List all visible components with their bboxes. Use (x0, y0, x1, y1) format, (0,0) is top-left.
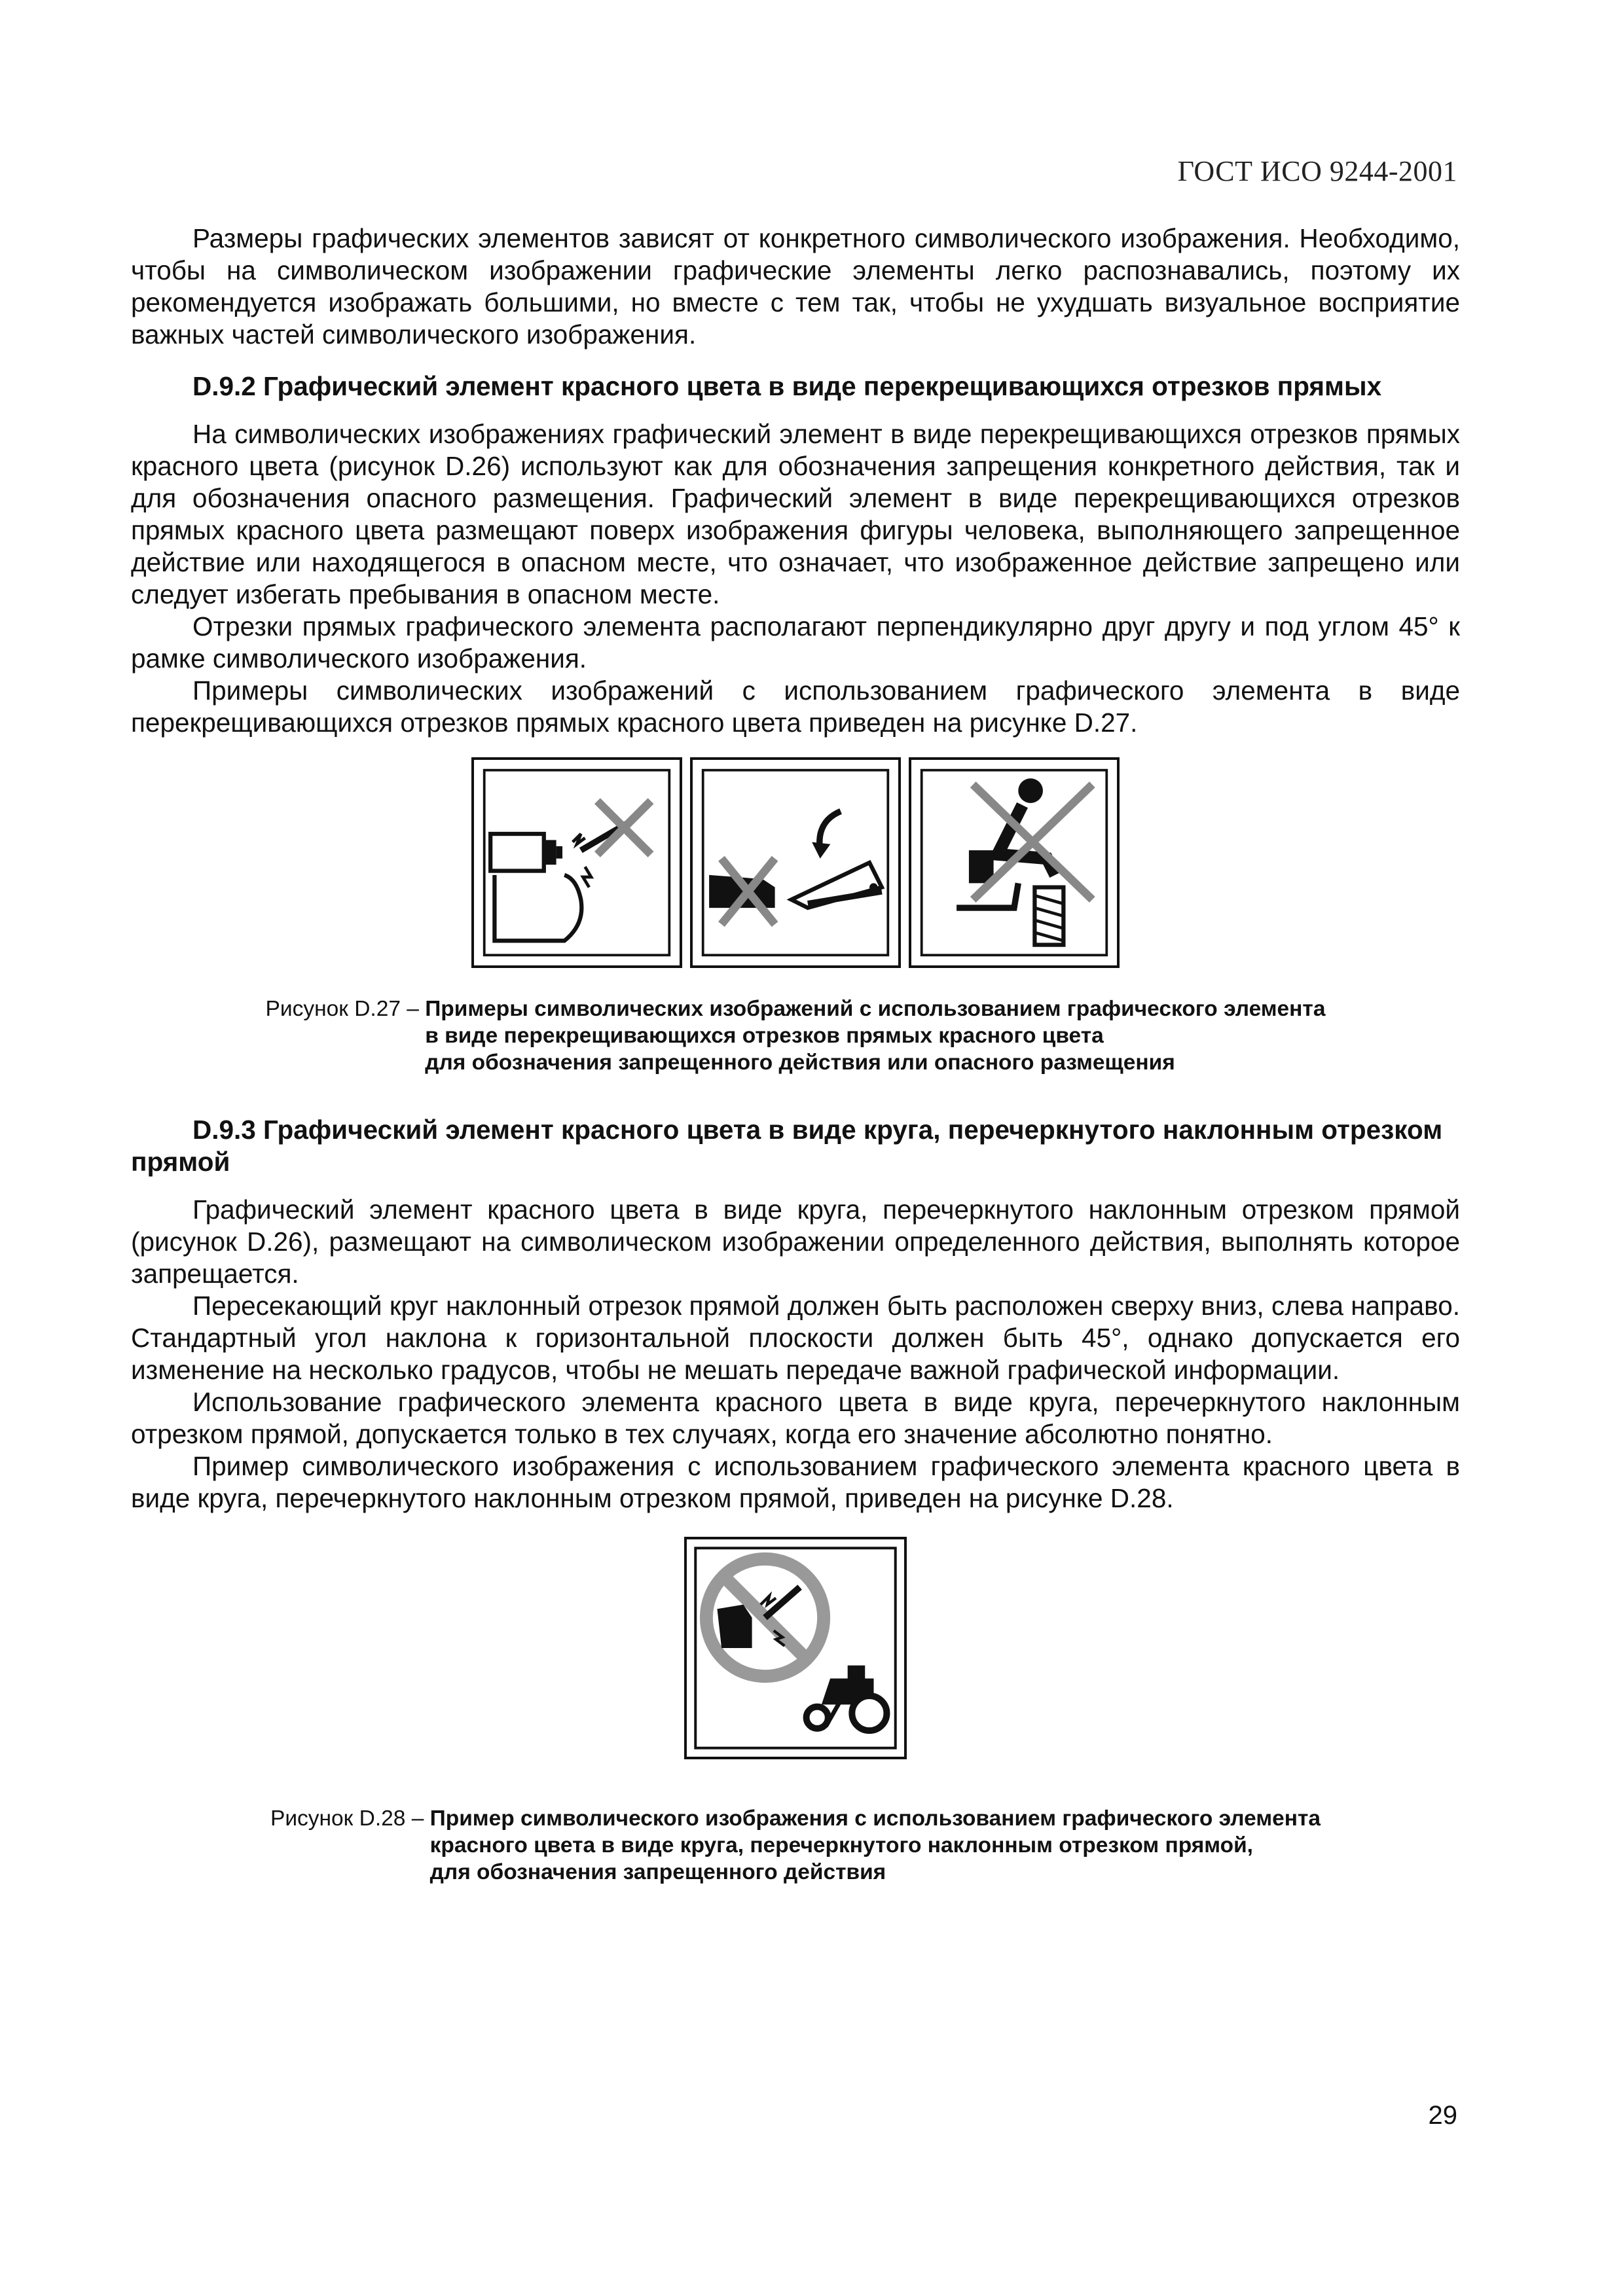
heading-d92: D.9.2 Графический элемент красного цвета в виде перекрещивающихся отрезков прямых (192, 371, 1382, 401)
caption-line: красного цвета в виде круга, перечеркнутого наклонным отрезком прямой, (429, 1833, 1253, 1857)
caption-line: Пример символического изображения с использованием графического элемента (429, 1806, 1321, 1831)
figure-label: Рисунок D.27 – (265, 997, 426, 1021)
page-content (131, 223, 1460, 1886)
caption-line: Примеры символических изображений с использованием графического элемента (425, 997, 1326, 1021)
paragraph: Примеры символических изображений с использованием графического элемента в виде перекрещивающихся отрезков прямых красного цвета приведен на рисунке D.27. (131, 675, 1460, 738)
seated-person-crossed-icon (909, 757, 1120, 968)
paragraph: На символических изображениях графический элемент в виде перекрещивающихся отрезков прямых красного цвета (рисунок D.26) используют как для обозначения запрещения конкретного действия, так и для обозначения опасного размещения. Графический элемент в виде перекрещивающихся отрезков прямых красного цвета размещают поверх изображения фигуры человека, выполняющего запрещенное действие или находящегося в опасном месте, что означает, что изображенное действие запрещено или следует избегать пребывания в опасном месте. (131, 419, 1460, 609)
paragraph: Пересекающий круг наклонный отрезок прямой должен быть расположен сверху вниз, слева направо. Стандартный угол наклона к горизонтальной плоскости должен быть 45°, однако допускается его изменение на несколько градусов, чтобы не мешать передаче важной графической информации. (131, 1291, 1460, 1385)
heading-d93: D.9.3 Графический элемент красного цвета в виде круга, перечеркнутого наклонным отрезком прямой (131, 1115, 1443, 1177)
figure-d28-caption (131, 1805, 1460, 1886)
caption-line: в виде перекрещивающихся отрезков прямых красного цвета (425, 1024, 1104, 1048)
hand-crush-crossed-icon (690, 757, 901, 968)
caption-line: для обозначения запрещенного действия (429, 1860, 886, 1884)
intro-paragraph: Размеры графических элементов зависят от конкретного символического изображения. Необходимо, чтобы на символическом изображении графические элементы легко распознавались, поэтому их рекомендуется изображать большими, но вместе с тем так, чтобы не ухудшать визуальное восприятие важных частей символического изображения. (131, 223, 1460, 350)
document-code: ГОСТ ИСО 9244-2001 (1177, 155, 1457, 187)
figure-d27-caption (131, 996, 1460, 1076)
figure-d28 (131, 1537, 1460, 1759)
caption-line: для обозначения запрещенного действия или опасного размещения (425, 1050, 1175, 1075)
paragraph: Использование графического элемента красного цвета в виде круга, перечеркнутого наклонным отрезком прямой, допускается только в тех случаях, когда его значение абсолютно понятно. (131, 1387, 1460, 1449)
figure-label: Рисунок D.28 – (270, 1806, 430, 1831)
paragraph: Пример символического изображения с использованием графического элемента красного цвета в виде круга, перечеркнутого наклонным отрезком прямой, приведен на рисунке D.28. (131, 1451, 1460, 1513)
figure-d27 (131, 757, 1460, 968)
battery-spark-crossed-icon (471, 757, 682, 968)
page-number: 29 (1428, 2101, 1457, 2130)
battery-spark-prohibited-icon (684, 1537, 907, 1759)
paragraph: Отрезки прямых графического элемента располагают перпендикулярно друг другу и под углом 45° к рамке символического изображения. (131, 611, 1460, 673)
paragraph: Графический элемент красного цвета в виде круга, перечеркнутого наклонным отрезком прямой (рисунок D.26), размещают на символическом изображении определенного действия, выполнять которое запрещается. (131, 1194, 1460, 1289)
